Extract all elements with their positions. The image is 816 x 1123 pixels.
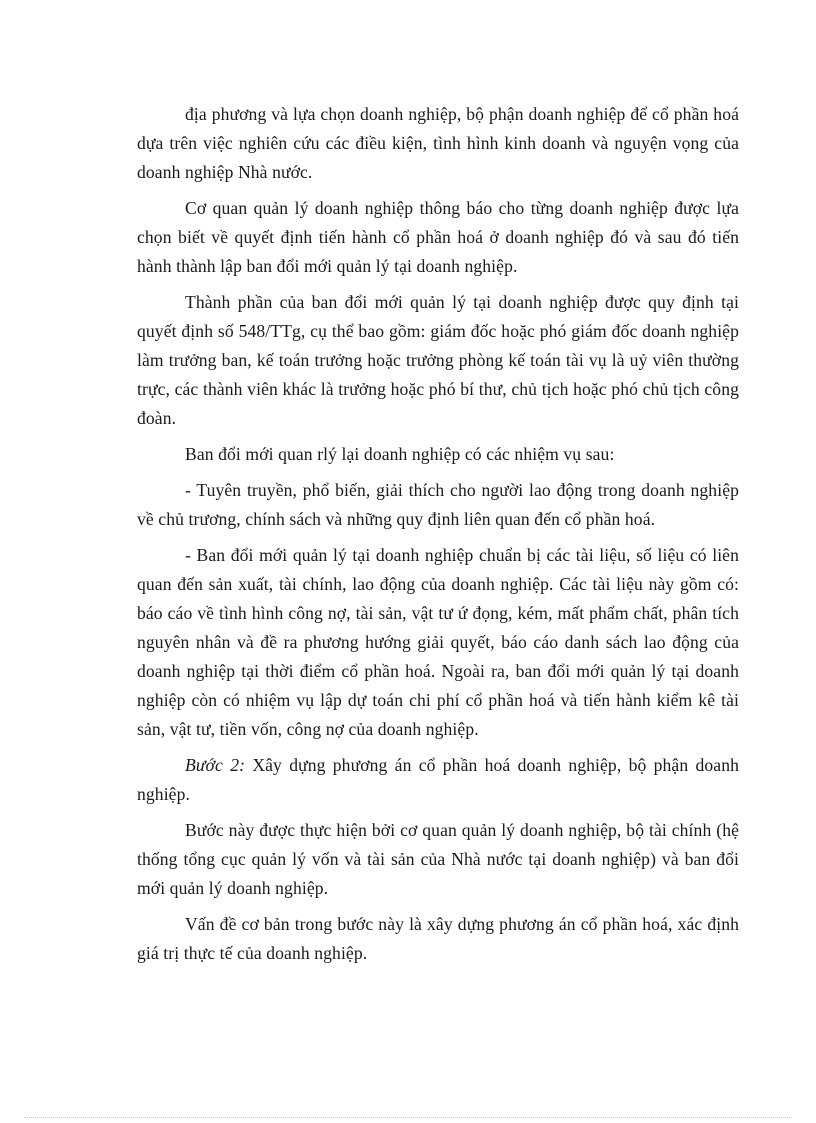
paragraph-task-documents: - Ban đổi mới quản lý tại doanh nghiệp chuẩn bị các tài liệu, số liệu có liên quan đến sản xuất, tài chính, lao động của doanh nghiệp. Các tài liệu này gồm có: báo cáo về tình hình công nợ, tài sản, vật tư ứ đọng, kém, mất phẩm chất, phân tích nguyên nhân và đề ra phương hướng giải quyết, báo cáo danh sách lao động của doanh nghiệp tại thời điểm cổ phần hoá. Ngoài ra, ban đổi mới quản lý tại doanh nghiệp còn có nhiệm vụ lập dự toán chi phí cổ phần hoá và tiến hành kiểm kê tài sản, vật tư, tiền vốn, công nợ của doanh nghiệp.: [137, 545, 739, 739]
paragraph-step-2-actors: Bước này được thực hiện bởi cơ quan quản lý doanh nghiệp, bộ tài chính (hệ thống tổng cục quản lý vốn và tài sản của Nhà nước tại doanh nghiệp) và ban đổi mới quản lý doanh nghiệp.: [137, 820, 739, 898]
step-2-label: Bước 2:: [185, 755, 246, 775]
paragraph-task-propaganda: - Tuyên truyền, phổ biến, giải thích cho người lao động trong doanh nghiệp về chủ trương, chính sách và những quy định liên quan đến cổ phần hoá.: [137, 480, 739, 529]
paragraph-step-2: [137, 751, 739, 809]
paragraph-notification: Cơ quan quản lý doanh nghiệp thông báo cho từng doanh nghiệp được lựa chọn biết về quyết định tiến hành cổ phần hoá ở doanh nghiệp đó và sau đó tiến hành thành lập ban đổi mới quản lý tại doanh nghiệp.: [137, 198, 739, 276]
body-text: [137, 100, 739, 975]
page-bottom-divider: [24, 1117, 792, 1118]
step-2-text: Xây dựng phương án cổ phần hoá doanh nghiệp, bộ phận doanh nghiệp.: [137, 755, 739, 804]
paragraph-committee-tasks: Ban đổi mới quan rlý lại doanh nghiệp có các nhiệm vụ sau:: [185, 444, 615, 464]
paragraph-selection: địa phương và lựa chọn doanh nghiệp, bộ phận doanh nghiệp để cổ phần hoá dựa trên việc nghiên cứu các điều kiện, tình hình kinh doanh và nguyện vọng của doanh nghiệp Nhà nước.: [137, 104, 739, 182]
paragraph-step-2-core-issue: Vấn đề cơ bản trong bước này là xây dựng phương án cổ phần hoá, xác định giá trị thực tế của doanh nghiệp.: [137, 914, 739, 963]
paragraph-committee-composition: Thành phần của ban đổi mới quản lý tại doanh nghiệp được quy định tại quyết định số 548/TTg, cụ thể bao gồm: giám đốc hoặc phó giám đốc doanh nghiệp làm trưởng ban, kế toán trưởng hoặc trưởng phòng kế toán tài vụ là uỷ viên thường trực, các thành viên khác là trưởng hoặc phó bí thư, chủ tịch hoặc phó chủ tịch công đoàn.: [137, 292, 739, 428]
